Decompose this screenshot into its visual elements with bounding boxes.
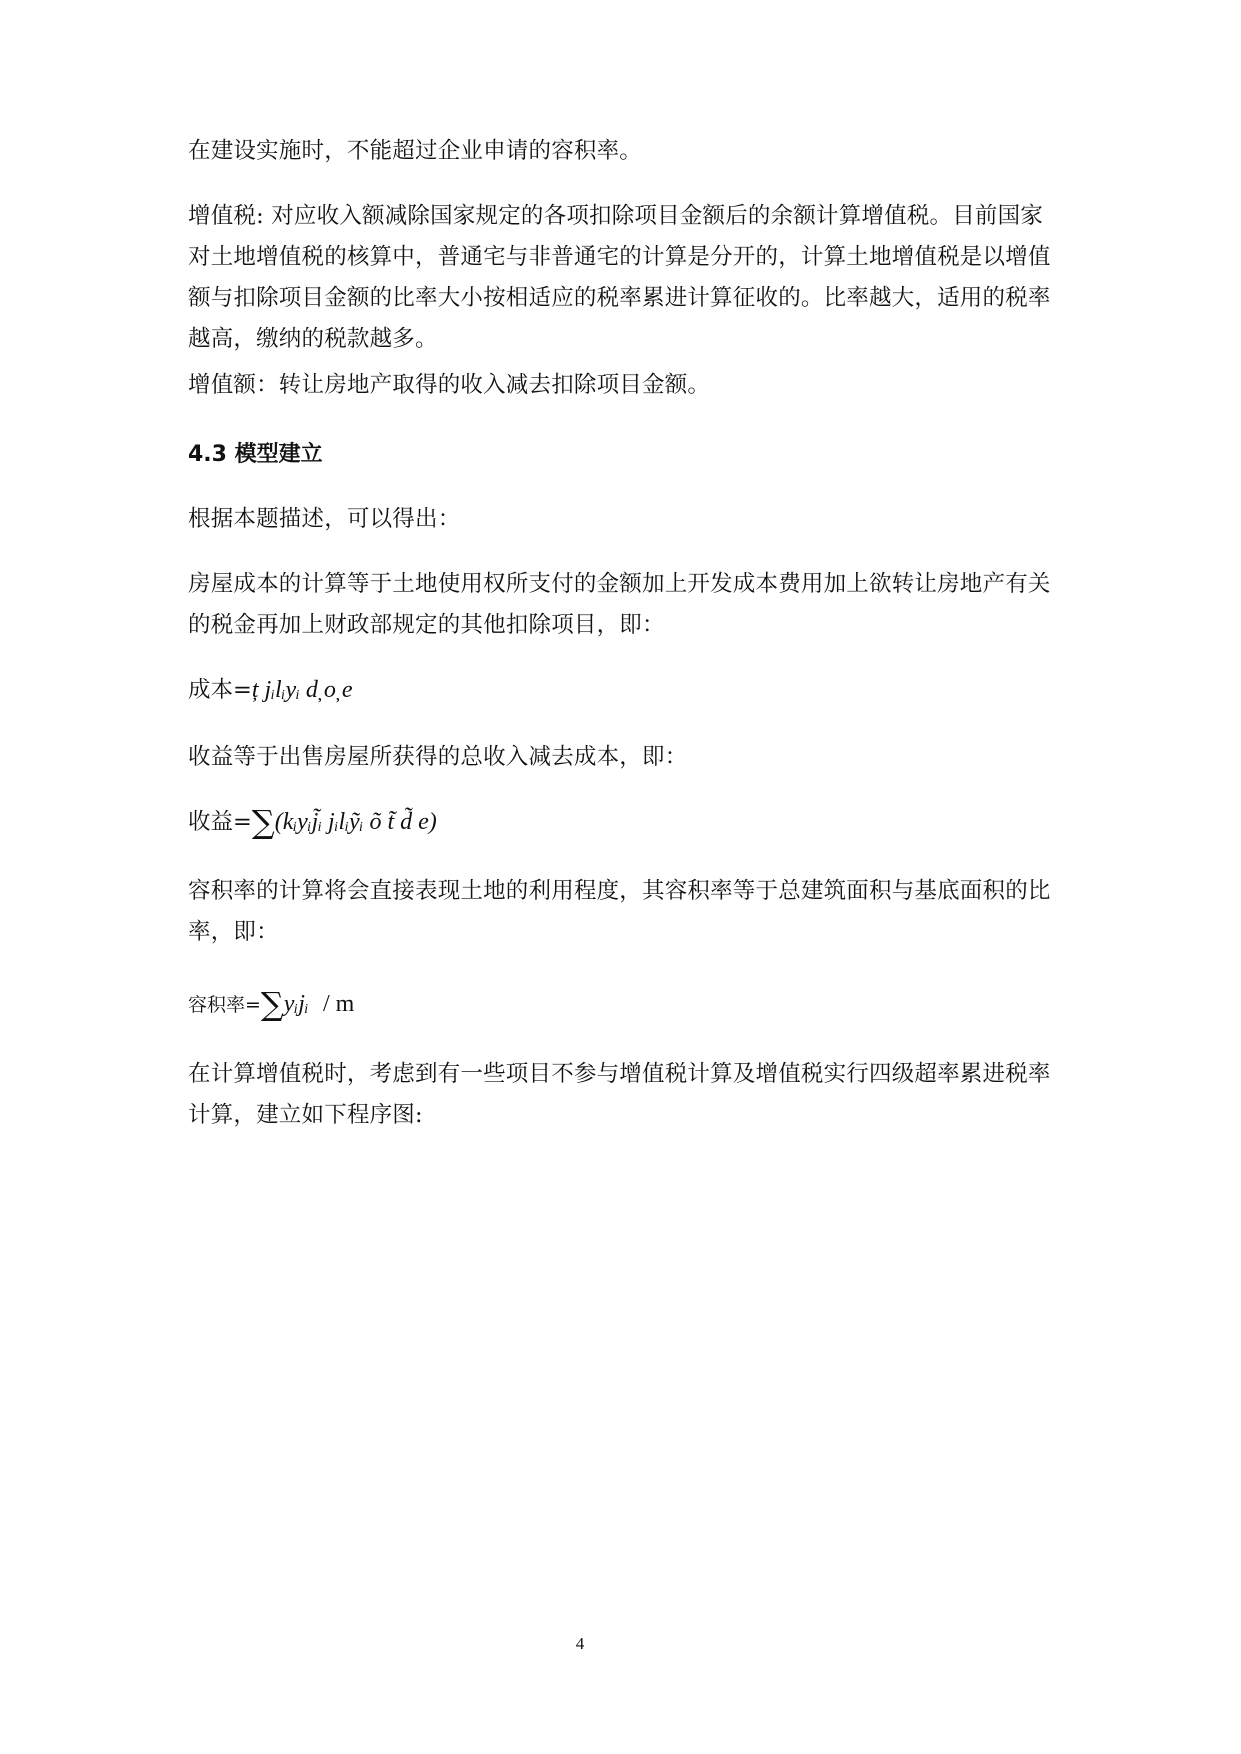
- paragraph-vat-calculation: 在计算增值税时，考虑到有一些项目不参与增值税计算及增值税实行四级超率累进税率计算，建立如下程序图:: [188, 1061, 1051, 1128]
- paragraph-value-added: 增值额：转让房地产取得的收入减去扣除项目金额。: [188, 372, 711, 398]
- section-heading: 4.3 模型建立: [188, 442, 323, 467]
- paragraph-revenue-description: 收益等于出售房屋所获得的总收入减去成本，即：: [188, 744, 688, 770]
- formula-far-expression: yᵢjᵢ: [283, 991, 309, 1017]
- paragraph-derivation-intro: 根据本题描述，可以得出：: [188, 506, 461, 532]
- formula-revenue-expression: (kᵢyᵢj̃ᵢ jᵢlᵢỹᵢ õ t̃ d̃ e): [274, 809, 437, 835]
- page-number: 4: [575, 1634, 585, 1653]
- formula-revenue: [188, 802, 437, 842]
- formula-far-label: 容积率=: [188, 994, 261, 1016]
- formula-revenue-label: 收益=: [188, 809, 252, 835]
- formula-far: [188, 984, 354, 1025]
- formula-cost: [188, 670, 353, 710]
- paragraph-far-description: 容积率的计算将会直接表现土地的利用程度，其容积率等于总建筑面积与基底面积的比率，即：: [188, 878, 1051, 945]
- paragraph-vat-definition: 增值税: 对应收入额减除国家规定的各项扣除项目金额后的余额计算增值税。目前国家对土地增值税的核算中，普通宅与非普通宅的计算是分开的，计算土地增值税是以增值额与扣除项目金额的比率大小按相适应的税率累进计算征收的。比率越大，适用的税率越高，缴纳的税款越多。: [188, 203, 1051, 352]
- formula-far-divisor: / m: [323, 991, 355, 1017]
- summation-symbol: ∑: [251, 803, 275, 841]
- formula-cost-label: 成本=: [188, 677, 252, 703]
- formula-cost-expression: ț jᵢlᵢyᵢ d̦ o̦ e: [251, 677, 353, 703]
- paragraph-cost-description: 房屋成本的计算等于土地使用权所支付的金额加上开发成本费用加上欲转让房地产有关的税金再加上财政部规定的其他扣除项目，即：: [188, 571, 1051, 638]
- paragraph-far-limit: 在建设实施时，不能超过企业申请的容积率。: [188, 138, 643, 164]
- summation-symbol: ∑: [260, 985, 284, 1023]
